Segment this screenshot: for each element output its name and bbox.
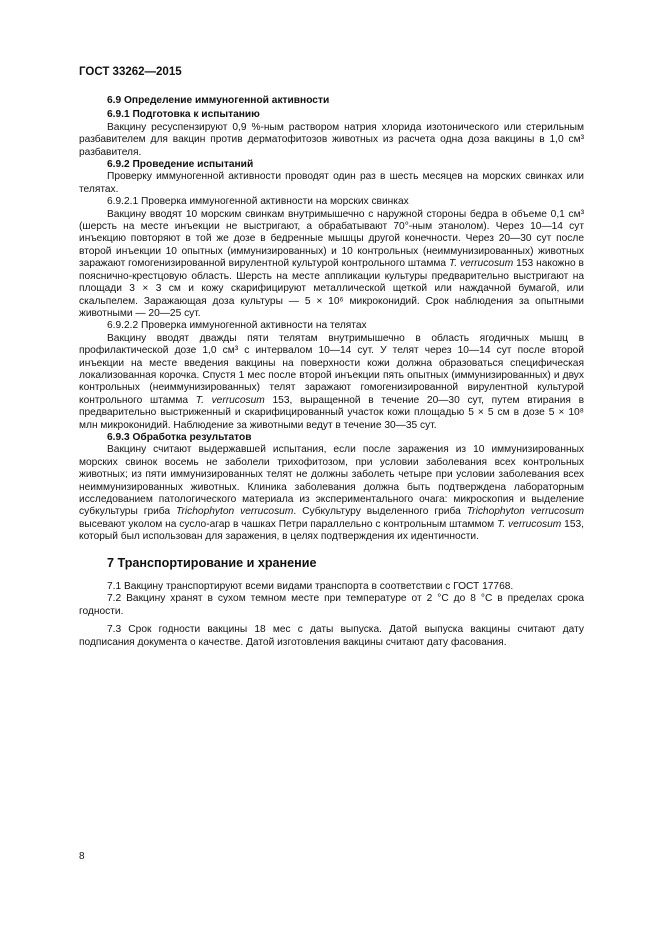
section-6-9-1-text: Вакцину ресуспензируют 0,9 %-ным раствором натрия хлорида изотонического или стерильным разбавителем для вакцин против дерматофитозов животных из расчета одна доза вакцины в 1,0 см³ разбавителя. [79,121,584,158]
section-6-9-2-2-title: 6.9.2.2 Проверка иммуногенной активности на телятах [107,320,367,332]
section-6-9-3-text: Вакцину считают выдержавшей испытания, если после заражения из 10 иммунизированных морских свинок восемь не заболели трихофитозом, при условии заболевания всех контрольных животных; из пяти иммунизированных телят не должны заболеть четыре при условии заболевания всех неиммунизированных животных. Клиника заболевания должна быть подтверждена лабораторным исследованием патологического материала из экспериментального очага: микроскопия и выделение субкультуры гриба Trichophyton verrucosum. Субкультуру выделенного гриба Trichophyton verrucosum высевают уколом на сусло-агар в чашках Петри параллельно с контрольным штаммом T. verrucosum 153, который был использован для заражения, в целях подтверждения их идентичности. [79,444,585,543]
section-6-9-3-title: 6.9.3 Обработка результатов [107,431,252,443]
section-6-9-2-1-title: 6.9.2.1 Проверка иммуногенной активности на морских свинках [107,196,409,208]
section-7-title: 7 Транспортирование и хранение [107,555,317,570]
section-7-3-text: 7.3 Срок годности вакцины 18 мес с даты выпуска. Датой выпуска вакцины считают дату подписания документа о качестве. Датой изготовления вакцины считают дату фасования. [79,624,584,648]
section-6-9-2-1-text: Вакцину вводят 10 морским свинкам внутримышечно с наружной стороны бедра в объеме 0,1 см³ (шерсть на месте инъекции не выстригают, а обрабатывают 70°-ным этанолом). Через 10—14 сут инъекцию повторяют в той же дозе в бедренные мышцы другой конечности. Через 20—30 сут после второй инъекции 10 опытных (иммунизированных) и 10 контрольных (неиммунизированных) животных заражают гомогенизированной вирулентной культурой контрольного штамма T. verrucosum 153 накожно в пояснично-крестцовую область. Шерсть на месте аппликации культуры предварительно выстригают на площади 3 × 3 см и кожу скарифицируют металлической щеткой или наждачной бумагой, или скальпелем. Заражающая доза культуры — 5 × 10⁶ микроконидий. Срок наблюдения за опытными животными — 20—25 сут. [79,208,584,319]
section-7-2-text: 7.2 Вакцину хранят в сухом темном месте при температуре от 2 °С до 8 °С в пределах срока годности. [79,593,584,617]
document-header: ГОСТ 33262—2015 [79,66,182,78]
section-6-9-2-title: 6.9.2 Проведение испытаний [107,159,254,171]
section-6-9-2-2-text: Вакцину вводят дважды пяти телятам внутримышечно в область ягодичных мышц в профилактической дозе 1,0 см³ с интервалом 10—14 сут. У телят через 10—14 сут после второй инъекции на месте введения вакцины на поверхности кожи должна образоваться специфическая локализованная корочка. Спустя 1 мес после второй инъекции пять опытных (иммунизированных) и двух контрольных (неиммунизированных) телят заражают гомогенизированной вирулентной культурой контрольного штамма T. verrucosum 153, выращенной в течение 20—30 сут, путем втирания в предварительно выстриженный и скарифицированный участок кожи площадью 5 × 5 см в дозе 5 × 10⁸ млн микроконидий. Наблюдение за животными ведут в течение 30—35 сут. [79,332,585,431]
page-number: 8 [79,851,85,862]
section-6-9-1-title: 6.9.1 Подготовка к испытанию [107,109,260,121]
section-6-9-title: 6.9 Определение иммуногенной активности [107,95,330,106]
document-body [79,95,584,649]
section-6-9-2-text: Проверку иммуногенной активности проводят один раз в шесть месяцев на морских свинках или телятах. [79,171,584,195]
section-7-1-text: 7.1 Вакцину транспортируют всеми видами транспорта в соответствии с ГОСТ 17768. [107,581,514,593]
